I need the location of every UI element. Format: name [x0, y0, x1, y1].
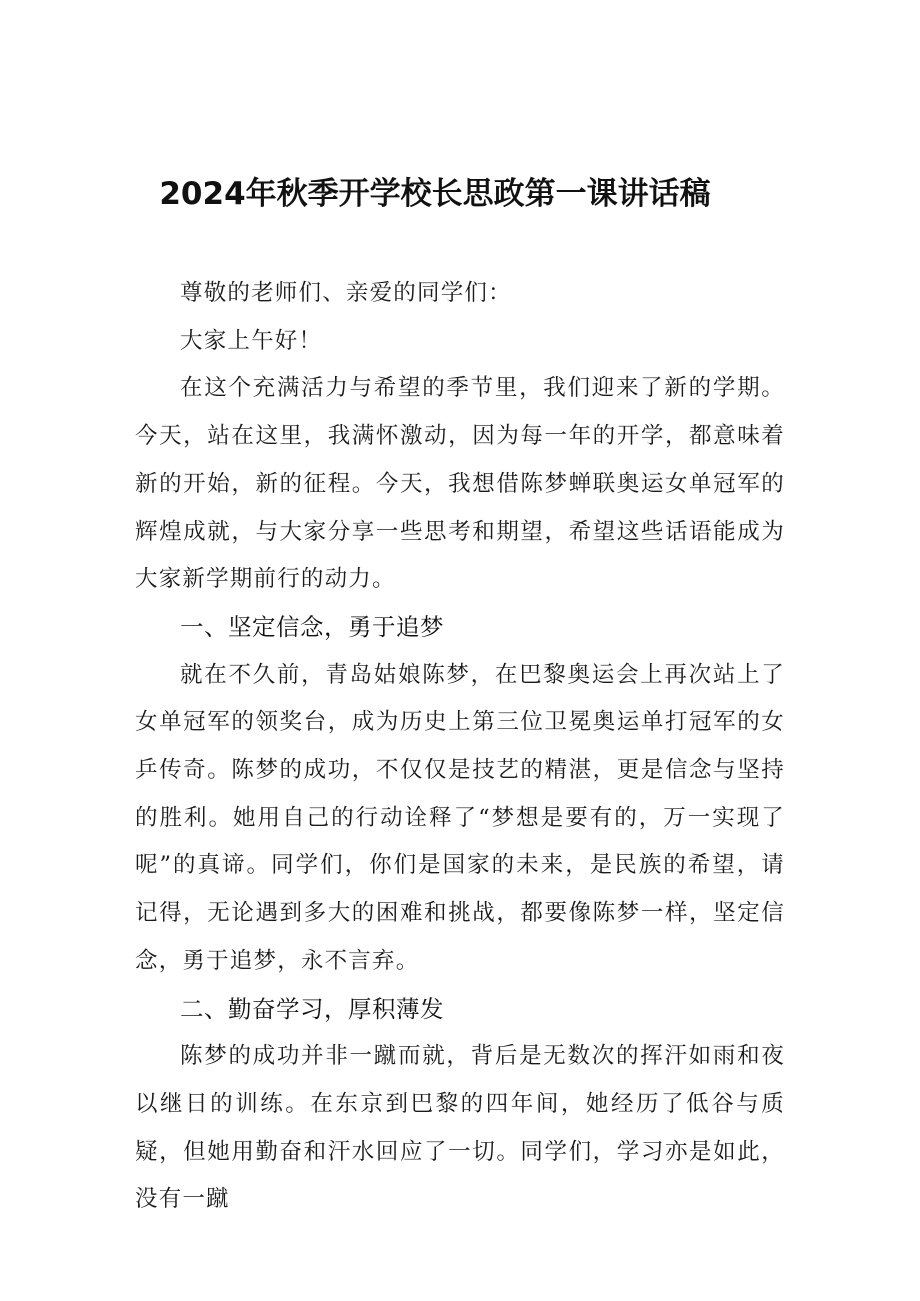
intro-paragraph: 在这个充满活力与希望的季节里，我们迎来了新的学期。今天，站在这里，我满怀激动，因为每一年的开学，都意味着新的开始，新的征程。今天，我想借陈梦蝉联奥运女单冠军的辉煌成就，与大家分享一些思考和期望，希望这些话语能成为大家新学期前行的动力。 — [135, 375, 785, 593]
greeting-line: 尊敬的老师们、亲爱的同学们： — [180, 280, 512, 306]
salutation-line: 大家上午好！ — [180, 327, 323, 354]
document-body — [135, 270, 785, 1224]
document-title: 2024年秋季开学校长思政第一课讲话稿 — [159, 176, 711, 212]
section-1-heading: 一、坚定信念，勇于追梦 — [180, 612, 444, 641]
section-2-heading: 二、勤奋学习，厚积薄发 — [180, 994, 444, 1023]
section-2-paragraph: 陈梦的成功并非一蹴而就，背后是无数次的挥汗如雨和夜以继日的训练。在东京到巴黎的四年间，她经历了低谷与质疑，但她用勤奋和汗水回应了一切。同学们，学习亦是如此，没有一蹴 — [135, 1043, 785, 1213]
section-1-paragraph: 就在不久前，青岛姑娘陈梦，在巴黎奥运会上再次站上了女单冠军的领奖台，成为历史上第三位卫冕奥运单打冠军的女乒传奇。陈梦的成功，不仅仅是技艺的精湛，更是信念与坚持的胜利。她用自己的行动诠释了“梦想是要有的，万一实现了呢”的真谛。同学们，你们是国家的未来，是民族的希望，请记得，无论遇到多大的困难和挑战，都要像陈梦一样，坚定信念，勇于追梦，永不言弃。 — [135, 661, 785, 974]
